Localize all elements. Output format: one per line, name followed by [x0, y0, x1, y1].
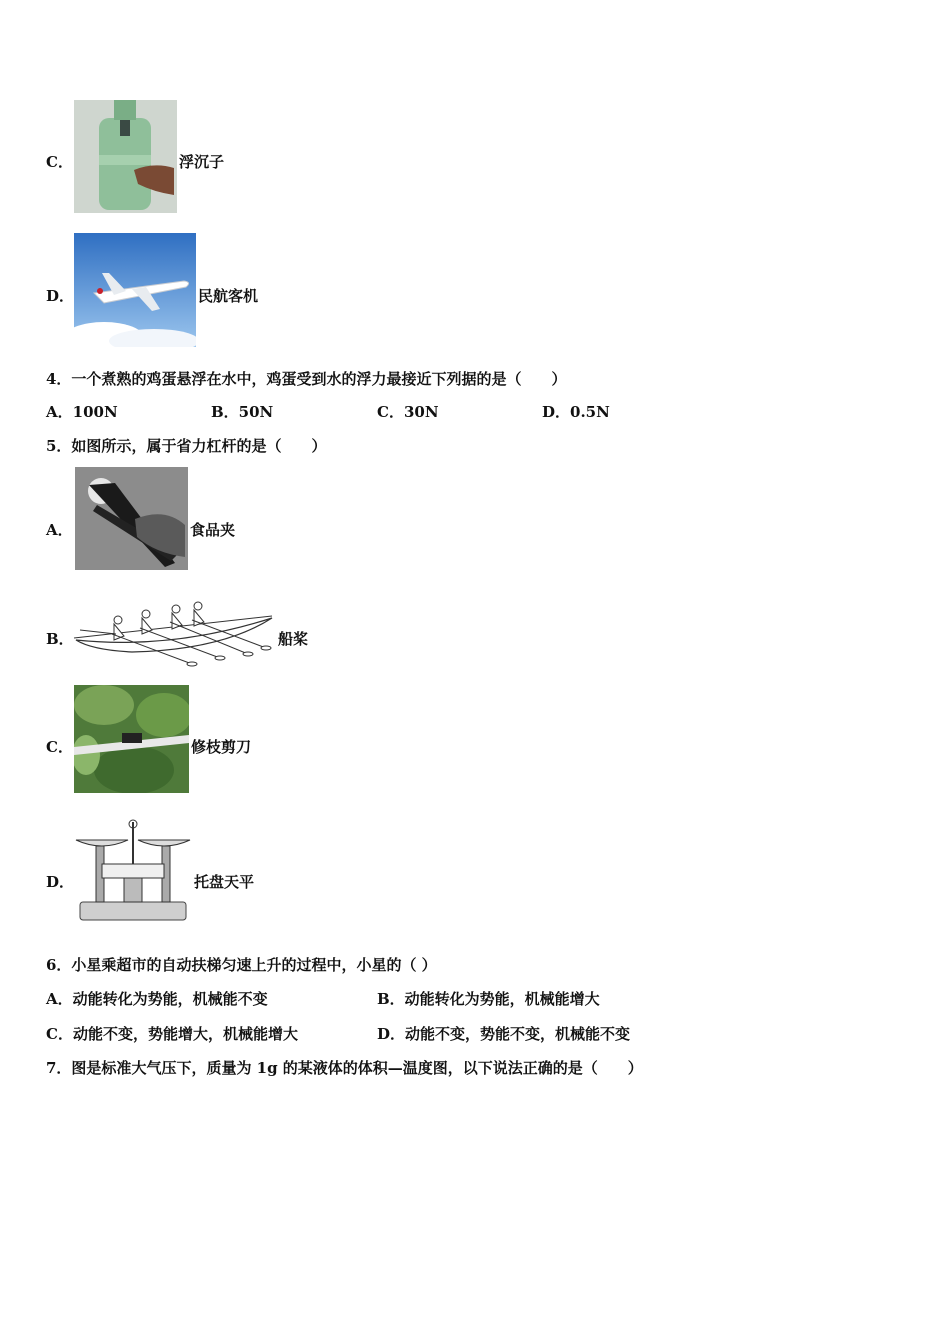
pruning-shears-image [74, 685, 189, 793]
answer-option-a: A．动能转化为势能，机械能不变 [46, 990, 268, 1008]
option-letter: A． [46, 521, 73, 539]
answer-option-d: D．动能不变，势能不变，机械能不变 [377, 1025, 631, 1043]
option-letter: D． [46, 873, 75, 891]
option-caption: 修枝剪刀 [191, 738, 252, 756]
balance-scale-image [74, 818, 192, 924]
food-tongs-image [75, 467, 188, 570]
answer-option-d: D．0.5N [542, 403, 610, 421]
question-stem: 4．一个煮熟的鸡蛋悬浮在水中，鸡蛋受到水的浮力最接近下列据的是（ ） [46, 370, 567, 388]
question-stem: 6．小星乘超市的自动扶梯匀速上升的过程中，小星的（ ） [46, 956, 437, 974]
option-caption: 民航客机 [198, 287, 259, 305]
option-caption: 食品夹 [190, 521, 236, 539]
option-letter: C． [46, 738, 73, 756]
answer-option-b: B．50N [211, 403, 274, 421]
bottle-diver-image [74, 100, 177, 213]
option-caption: 托盘天平 [194, 873, 255, 891]
airliner-image [74, 233, 196, 347]
answer-option-c: C．动能不变，势能增大，机械能增大 [46, 1025, 298, 1043]
answer-option-b: B．动能转化为势能，机械能增大 [377, 990, 600, 1008]
question-stem: 5．如图所示，属于省力杠杆的是（ ） [46, 437, 327, 455]
option-caption: 浮沉子 [179, 153, 225, 171]
rowing-boat-image [72, 600, 277, 668]
option-letter: B． [46, 630, 74, 648]
option-letter: D． [46, 287, 75, 305]
question-stem: 7．图是标准大气压下，质量为 1g 的某液体的体积—温度图，以下说法正确的是（ ） [46, 1059, 643, 1077]
option-caption: 船桨 [278, 630, 309, 648]
option-letter: C． [46, 153, 73, 171]
answer-option-a: A．100N [46, 403, 118, 421]
answer-option-c: C．30N [377, 403, 439, 421]
